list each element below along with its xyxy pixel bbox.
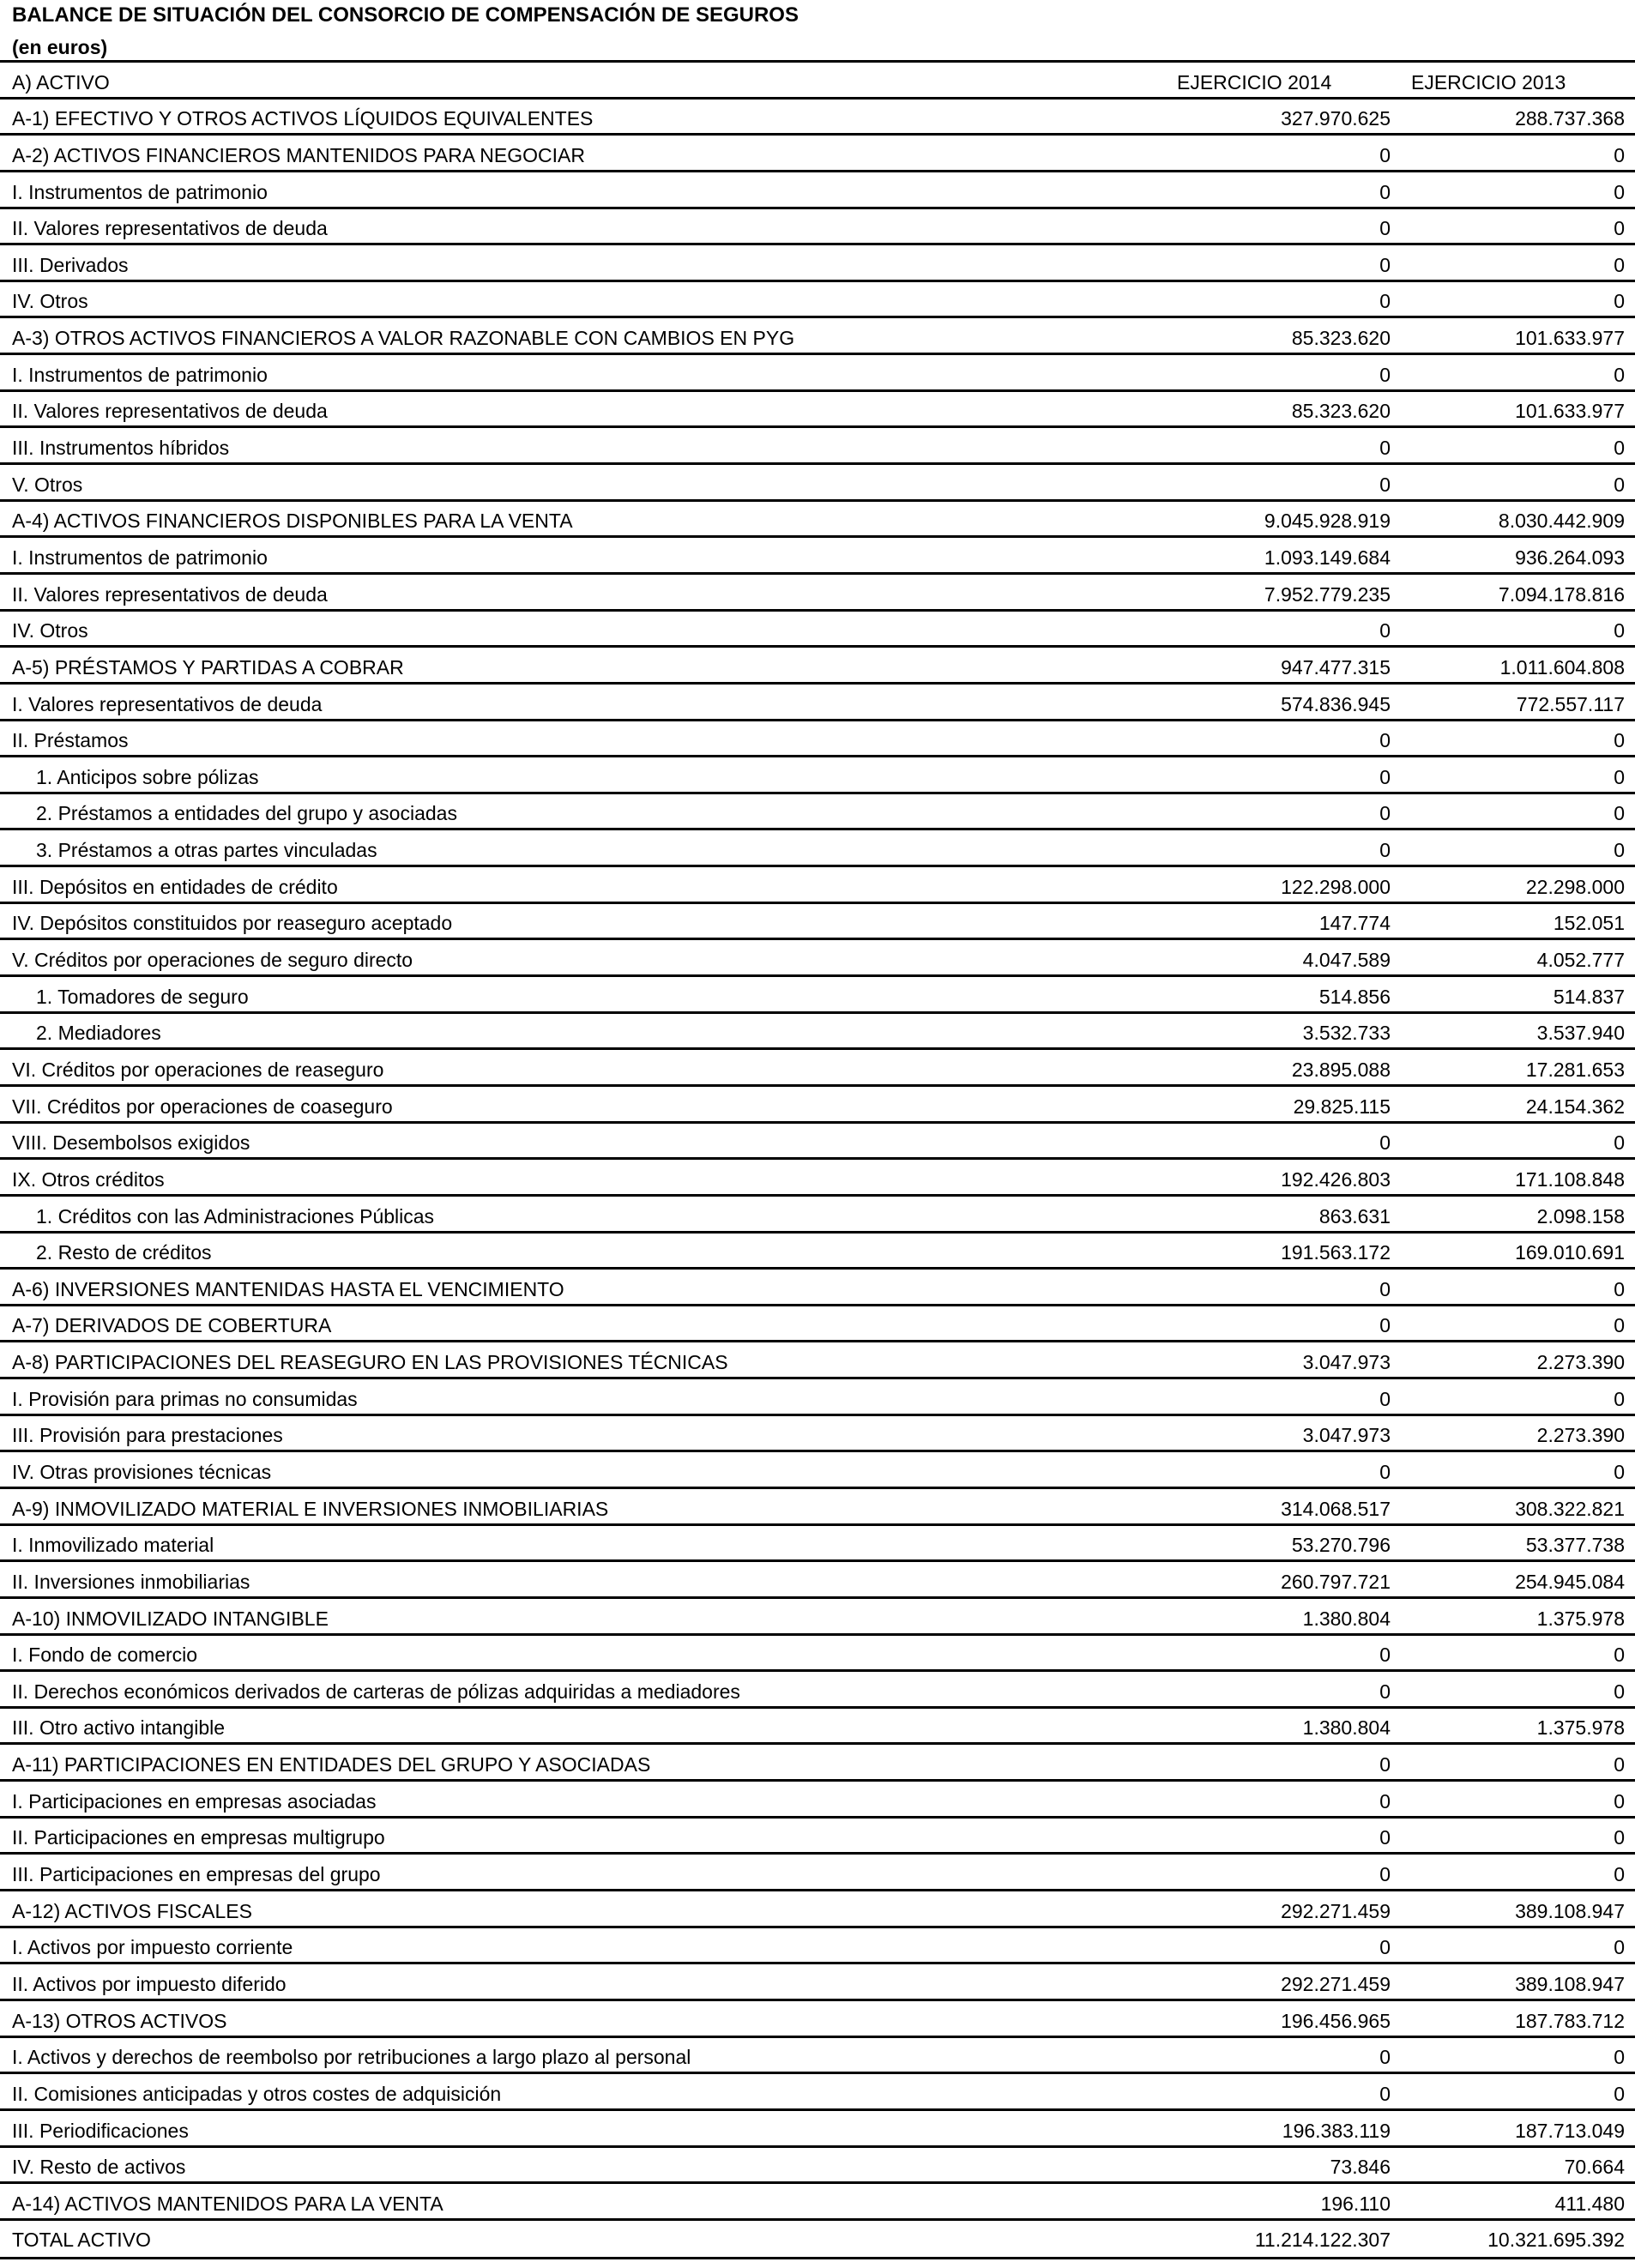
row-value-2014: 0 [1379,253,1391,276]
row-value-2013: 308.322.821 [1515,1497,1625,1520]
row-value-2014: 3.047.973 [1302,1424,1391,1447]
row-label: 1. Anticipos sobre pólizas [36,765,259,788]
row-value-2014: 0 [1379,1277,1391,1300]
row-value-2013: 24.154.362 [1525,1095,1625,1118]
row-value-2014: 1.093.149.684 [1264,546,1391,569]
row-label: VI. Créditos por operaciones de reaseguro [12,1058,384,1081]
row-value-2013: 1.375.978 [1536,1607,1625,1630]
row-value-2014: 73.846 [1330,2156,1391,2179]
table-row [0,1962,1635,1999]
row-label: I. Activos por impuesto corriente [12,1936,293,1959]
table-row [0,1267,1635,1304]
row-value-2013: 2.273.390 [1536,1424,1625,1447]
row-label: III. Otro activo intangible [12,1716,226,1740]
row-value-2014: 0 [1379,619,1391,642]
row-value-2013: 411.480 [1554,2192,1625,2215]
row-label: VII. Créditos por operaciones de coaseguro [12,1095,393,1118]
table-row [0,535,1635,572]
row-value-2014: 514.856 [1318,985,1391,1008]
row-value-2014: 196.383.119 [1282,2119,1391,2142]
row-label: IV. Depósitos constituidos por reaseguro aceptado [12,912,453,935]
row-label: I. Fondo de comercio [12,1644,198,1667]
table-row [0,1121,1635,1158]
row-label: A-13) OTROS ACTIVOS [12,2009,227,2032]
table-row [0,2145,1635,2182]
table-row [0,243,1635,280]
row-value-2014: 260.797.721 [1281,1570,1391,1593]
table-row [0,1157,1635,1194]
row-value-2013: 254.945.084 [1515,1570,1625,1593]
table-row [0,1340,1635,1377]
row-label: 3. Préstamos a otras partes vinculadas [36,839,377,862]
row-value-2013: 8.030.442.909 [1498,510,1625,533]
table-row [0,1742,1635,1779]
row-value-2013: 169.010.691 [1515,1241,1625,1264]
row-value-2014: 0 [1379,765,1391,788]
row-label: 2. Resto de créditos [36,1241,212,1264]
row-label: A-4) ACTIVOS FINANCIEROS DISPONIBLES PARA LA VENTA [12,510,573,533]
row-value-2014: 292.271.459 [1281,1972,1391,1995]
table-row [0,1852,1635,1889]
row-value-2014: 0 [1379,1131,1391,1155]
row-value-2014: 0 [1379,1314,1391,1337]
row-value-2014: 7.952.779.235 [1264,582,1391,606]
table-row [0,1377,1635,1414]
row-value-2013: 514.837 [1553,985,1625,1008]
document-title: BALANCE DE SITUACIÓN DEL CONSORCIO DE COMPENSACIÓN DE SEGUROS [12,3,799,27]
row-value-2014: 0 [1379,1753,1391,1776]
table-row [0,1596,1635,1633]
row-value-2013: 389.108.947 [1515,1972,1625,1995]
row-label: A-11) PARTICIPACIONES EN ENTIDADES DEL GRUPO Y ASOCIADAS [12,1753,651,1776]
row-label: A-5) PRÉSTAMOS Y PARTIDAS A COBRAR [12,655,404,679]
row-label: A-1) EFECTIVO Y OTROS ACTIVOS LÍQUIDOS EQUIVALENTES [12,107,594,130]
row-label: III. Periodificaciones [12,2119,189,2142]
row-value-2013: 0 [1614,217,1625,240]
document-subtitle: (en euros) [12,36,108,58]
row-value-2014: 1.380.804 [1302,1716,1391,1740]
row-value-2013: 0 [1614,1644,1625,1667]
table-row [0,1231,1635,1268]
row-label: A-12) ACTIVOS FISCALES [12,1899,252,1922]
row-value-2013: 0 [1614,290,1625,313]
row-label: I. Instrumentos de patrimonio [12,363,268,386]
row-value-2014: 0 [1379,1789,1391,1813]
row-value-2014: 23.895.088 [1291,1058,1391,1081]
table-row [0,1084,1635,1121]
row-value-2013: 17.281.653 [1525,1058,1625,1081]
row-label: II. Inversiones inmobiliarias [12,1570,250,1593]
header-col-2013: EJERCICIO 2013 [1411,70,1566,93]
row-label: VIII. Desembolsos exigidos [12,1131,250,1155]
row-label: V. Otros [12,473,83,496]
row-value-2013: 0 [1614,1936,1625,1959]
row-value-2014: 29.825.115 [1293,1095,1391,1118]
row-value-2013: 171.108.848 [1515,1167,1625,1191]
row-value-2013: 0 [1614,1753,1625,1776]
row-value-2014: 863.631 [1318,1204,1391,1227]
row-label: I. Inmovilizado material [12,1534,214,1557]
row-value-2014: 0 [1379,180,1391,203]
row-value-2014: 0 [1379,1826,1391,1849]
row-value-2014: 947.477.315 [1281,655,1391,679]
table-row [0,2036,1635,2072]
table-row [0,1487,1635,1523]
balance-table [0,60,1635,2254]
row-label: II. Derechos económicos derivados de carteras de pólizas adquiridas a mediadores [12,1680,740,1703]
table-header-row [0,60,1635,97]
row-value-2014: 0 [1379,2046,1391,2069]
row-label: II. Valores representativos de deuda [12,217,328,240]
row-value-2013: 0 [1614,363,1625,386]
table-row [0,316,1635,353]
table-row [0,1706,1635,1743]
row-value-2014: 0 [1379,363,1391,386]
row-label: I. Valores representativos de deuda [12,692,323,715]
row-value-2013: 101.633.977 [1515,327,1625,350]
table-row [0,1559,1635,1596]
table-row [0,792,1635,829]
row-value-2014: 11.214.122.307 [1254,2229,1391,2252]
row-value-2013: 772.557.117 [1516,692,1625,715]
table-row [0,462,1635,499]
row-value-2013: 389.108.947 [1515,1899,1625,1922]
row-value-2013: 152.051 [1553,912,1625,935]
row-label: III. Depósitos en entidades de crédito [12,875,338,898]
table-row [0,2218,1635,2255]
row-label: A-3) OTROS ACTIVOS FINANCIEROS A VALOR RAZONABLE CON CAMBIOS EN PYG [12,327,795,350]
row-label: A-6) INVERSIONES MANTENIDAS HASTA EL VENCIMIENTO [12,1277,564,1300]
table-row [0,2108,1635,2145]
row-label: A-2) ACTIVOS FINANCIEROS MANTENIDOS PARA NEGOCIAR [12,143,585,166]
row-value-2013: 0 [1614,1789,1625,1813]
row-label: II. Valores representativos de deuda [12,582,328,606]
table-row [0,133,1635,170]
row-value-2014: 191.563.172 [1281,1241,1391,1264]
table-row [0,1889,1635,1926]
header-col-2014: EJERCICIO 2014 [1177,70,1332,93]
row-label: I. Instrumentos de patrimonio [12,546,268,569]
row-value-2014: 0 [1379,1387,1391,1410]
table-row [0,1999,1635,2036]
row-value-2014: 9.045.928.919 [1264,510,1391,533]
table-row [0,1194,1635,1231]
row-value-2013: 7.094.178.816 [1498,582,1625,606]
table-row [0,2072,1635,2108]
table-row [0,682,1635,719]
table-row [0,828,1635,865]
table-row [0,425,1635,462]
table-row [0,609,1635,646]
row-value-2013: 1.011.604.808 [1499,655,1625,679]
row-value-2013: 53.377.738 [1525,1534,1625,1557]
row-value-2014: 53.270.796 [1291,1534,1391,1557]
row-value-2013: 0 [1614,1131,1625,1155]
row-label: II. Comisiones anticipadas y otros costes de adquisición [12,2082,502,2105]
row-label: III. Provisión para prestaciones [12,1424,283,1447]
row-value-2013: 936.264.093 [1515,546,1625,569]
row-value-2013: 1.375.978 [1536,1716,1625,1740]
row-value-2013: 0 [1614,802,1625,825]
table-row [0,1669,1635,1706]
row-value-2014: 4.047.589 [1302,949,1391,972]
row-label: A-7) DERIVADOS DE COBERTURA [12,1314,332,1337]
row-value-2013: 0 [1614,1387,1625,1410]
table-row [0,755,1635,792]
row-value-2014: 0 [1379,217,1391,240]
row-value-2013: 0 [1614,437,1625,460]
table-row [0,207,1635,244]
row-label: IV. Resto de activos [12,2156,186,2179]
table-row [0,1633,1635,1670]
row-value-2014: 85.323.620 [1291,327,1391,350]
table-row [0,938,1635,974]
row-value-2013: 0 [1614,839,1625,862]
row-value-2014: 0 [1379,290,1391,313]
table-row [0,1816,1635,1853]
row-value-2014: 147.774 [1318,912,1391,935]
row-label: I. Activos y derechos de reembolso por retribuciones a largo plazo al personal [12,2046,691,2069]
row-value-2014: 196.110 [1320,2192,1391,2215]
row-value-2013: 3.537.940 [1536,1022,1625,1045]
table-row [0,974,1635,1011]
table-row [0,719,1635,756]
row-value-2013: 288.737.368 [1515,107,1625,130]
table-row [0,2181,1635,2218]
row-value-2014: 196.456.965 [1281,2009,1391,2032]
row-value-2013: 187.713.049 [1515,2119,1625,2142]
row-value-2013: 0 [1614,729,1625,752]
row-label: V. Créditos por operaciones de seguro directo [12,949,413,972]
row-value-2014: 0 [1379,1863,1391,1886]
header-label: A) ACTIVO [12,70,110,93]
row-label: 2. Mediadores [36,1022,161,1045]
table-row [0,1047,1635,1084]
row-value-2014: 0 [1379,839,1391,862]
row-value-2014: 292.271.459 [1281,1899,1391,1922]
row-value-2013: 0 [1614,1863,1625,1886]
row-value-2014: 3.532.733 [1302,1022,1391,1045]
row-value-2014: 1.380.804 [1302,1607,1391,1630]
row-value-2013: 0 [1614,1680,1625,1703]
row-value-2013: 0 [1614,2046,1625,2069]
row-value-2013: 0 [1614,1460,1625,1483]
row-value-2013: 0 [1614,1826,1625,1849]
row-label: II. Préstamos [12,729,129,752]
row-value-2014: 85.323.620 [1291,400,1391,423]
table-row [0,1779,1635,1816]
table-row [0,645,1635,682]
row-value-2013: 0 [1614,143,1625,166]
row-value-2014: 0 [1379,437,1391,460]
table-row [0,499,1635,536]
row-value-2014: 0 [1379,802,1391,825]
row-value-2013: 0 [1614,1314,1625,1337]
table-row [0,1414,1635,1451]
row-label: I. Participaciones en empresas asociadas [12,1789,377,1813]
row-value-2014: 3.047.973 [1302,1351,1391,1374]
row-value-2014: 0 [1379,1460,1391,1483]
row-label: III. Participaciones en empresas del grupo [12,1863,381,1886]
row-label: 2. Préstamos a entidades del grupo y asociadas [36,802,457,825]
row-value-2013: 2.273.390 [1536,1351,1625,1374]
table-row [0,389,1635,426]
row-label: A-14) ACTIVOS MANTENIDOS PARA LA VENTA [12,2192,443,2215]
table-row [0,1304,1635,1341]
table-row [0,1523,1635,1560]
row-value-2014: 0 [1379,2082,1391,2105]
table-row [0,1011,1635,1048]
row-value-2013: 0 [1614,1277,1625,1300]
row-label: II. Participaciones en empresas multigrupo [12,1826,385,1849]
row-label: 1. Tomadores de seguro [36,985,249,1008]
row-value-2014: 0 [1379,1644,1391,1667]
row-label: I. Instrumentos de patrimonio [12,180,268,203]
row-value-2013: 0 [1614,2082,1625,2105]
row-value-2014: 122.298.000 [1281,875,1391,898]
table-row [0,353,1635,389]
table-row [0,1926,1635,1963]
row-value-2013: 4.052.777 [1536,949,1625,972]
row-value-2014: 0 [1379,143,1391,166]
row-label: III. Derivados [12,253,129,276]
row-value-2013: 187.783.712 [1515,2009,1625,2032]
row-value-2014: 0 [1379,1936,1391,1959]
table-row [0,280,1635,317]
row-value-2014: 192.426.803 [1281,1167,1391,1191]
row-value-2013: 0 [1614,473,1625,496]
row-value-2013: 0 [1614,180,1625,203]
row-value-2013: 70.664 [1564,2156,1625,2179]
table-row [0,572,1635,609]
row-label: TOTAL ACTIVO [12,2229,151,2252]
row-value-2013: 2.098.158 [1536,1204,1625,1227]
row-label: IV. Otras provisiones técnicas [12,1460,272,1483]
table-row [0,902,1635,938]
row-value-2013: 0 [1614,765,1625,788]
row-value-2013: 0 [1614,619,1625,642]
row-value-2014: 574.836.945 [1281,692,1391,715]
table-row [0,865,1635,902]
row-value-2014: 0 [1379,473,1391,496]
row-label: 1. Créditos con las Administraciones Públicas [36,1204,435,1227]
row-value-2014: 0 [1379,729,1391,752]
row-label: IX. Otros créditos [12,1167,165,1191]
table-row [0,97,1635,134]
row-value-2013: 101.633.977 [1515,400,1625,423]
row-label: III. Instrumentos híbridos [12,437,230,460]
row-value-2014: 327.970.625 [1281,107,1391,130]
row-label: A-9) INMOVILIZADO MATERIAL E INVERSIONES INMOBILIARIAS [12,1497,609,1520]
row-value-2014: 0 [1379,1680,1391,1703]
row-label: A-10) INMOVILIZADO INTANGIBLE [12,1607,329,1630]
row-label: A-8) PARTICIPACIONES DEL REASEGURO EN LAS PROVISIONES TÉCNICAS [12,1351,728,1374]
row-label: II. Activos por impuesto diferido [12,1972,287,1995]
row-label: IV. Otros [12,290,88,313]
table-row [0,1450,1635,1487]
row-value-2014: 314.068.517 [1281,1497,1391,1520]
row-value-2013: 0 [1614,253,1625,276]
row-value-2013: 22.298.000 [1525,875,1625,898]
row-value-2013: 10.321.695.392 [1487,2229,1625,2252]
row-label: II. Valores representativos de deuda [12,400,328,423]
row-label: I. Provisión para primas no consumidas [12,1387,358,1410]
table-row [0,170,1635,207]
row-label: IV. Otros [12,619,88,642]
